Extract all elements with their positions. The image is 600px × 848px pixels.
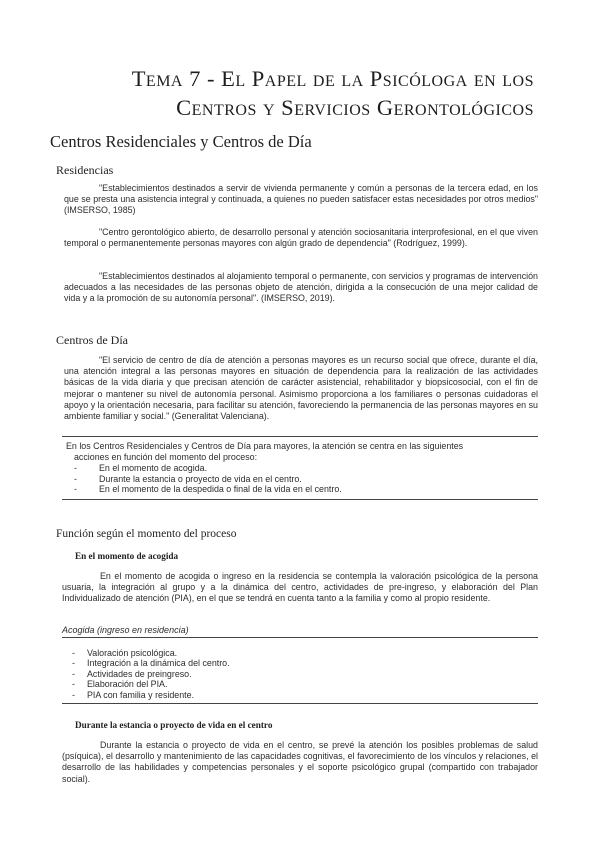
paragraph-acogida: En el momento de acogida o ingreso en la residencia se contempla la valoración psicológica de la persona usuaria, la integración al grupo y a la dinámica del centro, actividades de pre-ingreso, y elaboración del Plan Individualizado de atención (PIA), en el que se tendrá en cuenta tanto a la familia y como al propio residente. [62, 571, 538, 604]
list-item: - Integración a la dinámica del centro. [62, 658, 538, 668]
paragraph-estancia: Durante la estancia o proyecto de vida en el centro, se prevé la atención los posibles problemas de salud (psíquica), el desarrollo y mantenimiento de las capacidades cognitivas, el favorecimiento de los vínculos y relaciones, el desarrollo de las habilidades y competencias personales y el soporte psicológico grupal (compartido con trabajador social). [62, 740, 538, 784]
quote-imserso-1985: "Establecimientos destinados a servir de vivienda permanente y común a personas de la tercera edad, en los que se presta una asistencia integral y continuada, a quienes no pueden satisfacer estas necesidades por otros medios" (IMSERSO, 1985) [64, 183, 538, 216]
quote-rodriguez-1999: "Centro gerontológico abierto, de desarrollo personal y atención sociosanitaria interprofesional, en el que viven temporal o permanentemente personas mayores con algún grado de dependencia" (Rodríguez, 1999). [64, 227, 538, 249]
list-item: - En el momento de la despedida o final de la vida en el centro. [66, 484, 538, 495]
summary-list [62, 463, 538, 495]
summary-intro-line-1: En los Centros Residenciales y Centros de Día para mayores, la atención se centra en las siguientes [66, 441, 464, 451]
heading-acogida: En el momento de acogida [75, 551, 179, 561]
title-line-1: Tema 7 - El Papel de la Psicóloga en los [131, 66, 534, 91]
summary-intro-line-2: acciones en función del momento del proceso: [74, 451, 258, 462]
list-item: - Actividades de preingreso. [62, 669, 538, 679]
list-item: - PIA con familia y residente. [62, 690, 538, 700]
section-heading-funcion: Función según el momento del proceso [56, 528, 237, 540]
heading-centros-dia: Centros de Día [56, 333, 128, 347]
acogida-list [62, 645, 538, 704]
subheading-acogida-ingreso: Acogida (ingreso en residencia) [62, 625, 538, 638]
section-heading-centros: Centros Residenciales y Centros de Día [50, 132, 312, 151]
quote-generalitat: "El servicio de centro de día de atención a personas mayores es un recurso social que ofrece, durante el día, una atención integral a las personas mayores en situación de dependencia para la realización de las actividades básicas de la vida diaria y que precisan atención de carácter asistencial, rehabilitador y biopsicosocial, con el fin de mejorar o mantener su nivel de autonomía personal. Asimismo proporciona a los familiares o personas cuidadoras el apoyo y la orientación necesaria, para facilitar su atención, favoreciendo la permanencia de las personas mayores en su ambiente familiar y social." (Generalitat Valenciana). [64, 355, 538, 422]
list-item: - Durante la estancia o proyecto de vida en el centro. [66, 474, 538, 485]
list-item: - Valoración psicológica. [62, 648, 538, 658]
list-item: - En el momento de acogida. [66, 463, 538, 474]
list-item: - Elaboración del PIA. [62, 679, 538, 689]
title-line-2: Centros y Servicios Gerontológicos [176, 95, 534, 120]
quote-imserso-2019: "Establecimientos destinados al alojamiento temporal o permanente, con servicios y programas de intervención adecuados a las necesidades de las personas objeto de atención, dirigida a la consecución de una mejor calidad de vida y a la promoción de su autonomía personal". (IMSERSO, 2019). [64, 271, 538, 304]
heading-residencias: Residencias [56, 163, 114, 177]
page-title [54, 64, 534, 122]
summary-intro [62, 441, 538, 462]
summary-box [62, 436, 538, 500]
heading-estancia: Durante la estancia o proyecto de vida en el centro [75, 720, 273, 730]
